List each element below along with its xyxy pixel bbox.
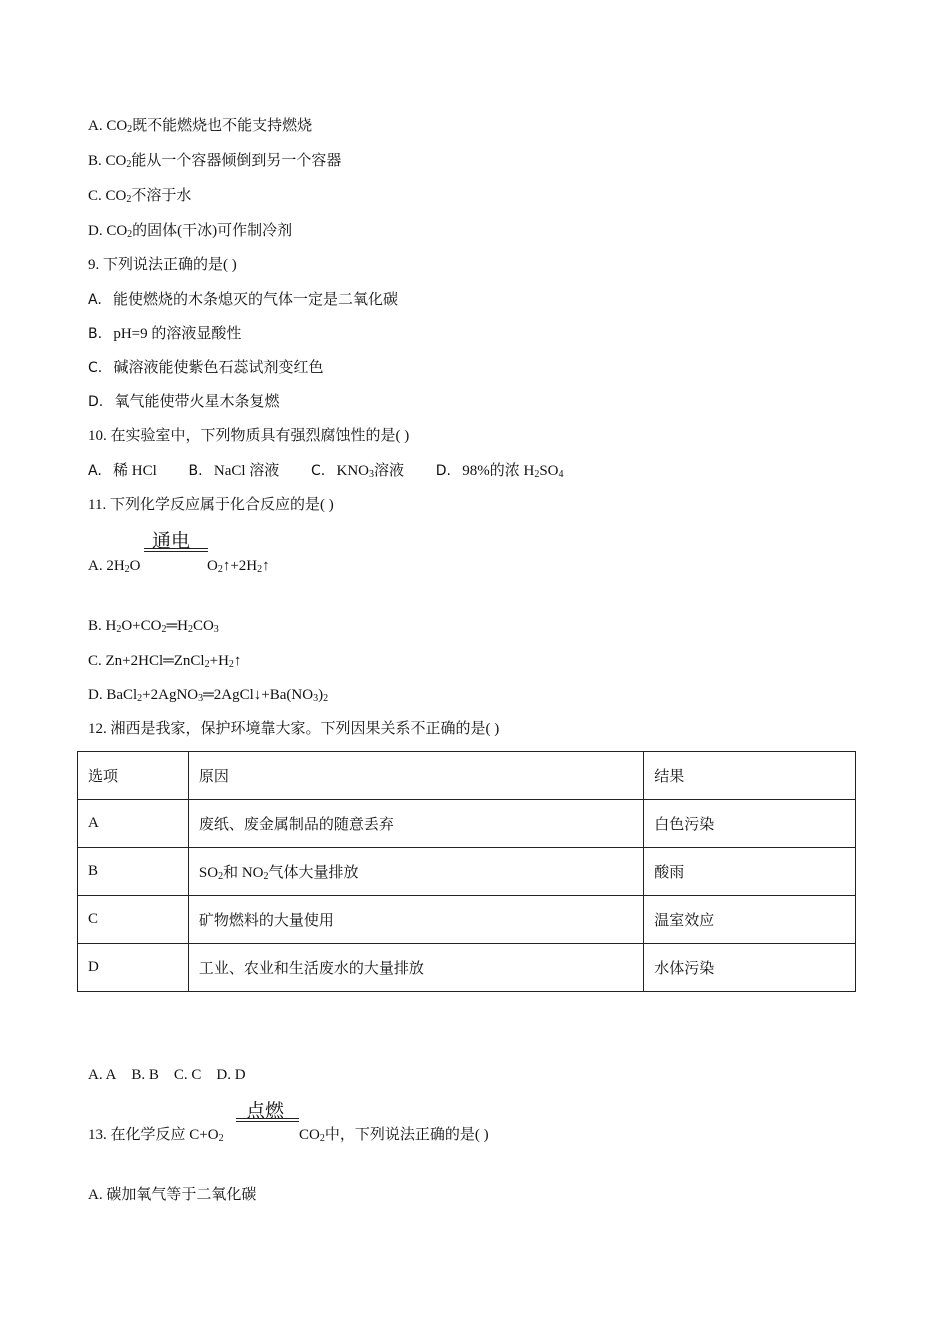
q11-condition-electrolysis: 通电: [152, 530, 191, 552]
row-option: D: [78, 944, 189, 992]
row-result: 温室效应: [644, 896, 856, 944]
table-row: [78, 944, 856, 992]
q12-table: [77, 751, 856, 992]
row-option: C: [78, 896, 189, 944]
q8-option-b: B. $CO_2$能从一个容器倾倒到另一个容器: [88, 153, 342, 170]
q12-answer-c: C. C: [173, 1067, 202, 1083]
q9-option-a: A. 能使燃烧的木条熄灭的气体一定是二氧化碳: [88, 292, 399, 308]
row-cause: $SO_2$和 $NO_2$气体大量排放: [188, 848, 643, 896]
q8-option-d: D. $CO_2$的固体(干冰)可作制冷剂: [88, 223, 293, 240]
q11-option-a-left: A. $2H_2O$: [88, 558, 141, 575]
q13-condition-ignite: 点燃: [246, 1100, 285, 1122]
q11-option-c: C. $Zn+2HCl═ZnCl_2+H_2↑$: [88, 653, 242, 670]
header-result: 结果: [644, 752, 856, 800]
table-row: [78, 896, 856, 944]
q10-option-c: C. $KNO_3$溶液: [311, 463, 405, 480]
q9-option-d: D. 氧气能使带火星木条复燃: [88, 394, 280, 410]
header-cause: 原因: [188, 752, 643, 800]
q11-reaction-bar: [144, 548, 208, 552]
q13-reaction-bar: [236, 1118, 299, 1122]
row-cause: 矿物燃料的大量使用: [188, 896, 643, 944]
q12-answer-d: D. D: [216, 1067, 246, 1083]
row-cause: 废纸、废金属制品的随意丢弃: [188, 800, 643, 848]
q11-option-a-right: $O_2↑+2H_2↑$: [207, 558, 270, 575]
q11-stem: 11. 下列化学反应属于化合反应的是( ): [88, 497, 334, 513]
q9-option-b: B. pH=9 的溶液显酸性: [88, 326, 242, 342]
q9-option-c: C. 碱溶液能使紫色石蕊试剂变红色: [88, 360, 324, 376]
q12-answer-options: [88, 1065, 246, 1085]
header-option: 选项: [78, 752, 189, 800]
q10-option-d: D. 98%的浓 $H_2SO_4$: [435, 463, 564, 480]
q12-stem: 12. 湘西是我家，保护环境靠大家。下列因果关系不正确的是( ): [88, 721, 500, 737]
table-header-row: [78, 752, 856, 800]
row-result: 酸雨: [644, 848, 856, 896]
q11-option-d: D. $BaCl_2+2AgNO_3═2AgCl↓+Ba(NO_3)_2$: [88, 687, 329, 704]
row-cause: 工业、农业和生活废水的大量排放: [188, 944, 643, 992]
q13-stem-right: $CO_2$中，下列说法正确的是( ): [299, 1127, 489, 1144]
row-result: 水体污染: [644, 944, 856, 992]
row-option: B: [78, 848, 189, 896]
q12-answer-a: A. A: [88, 1067, 117, 1083]
table-row: [78, 800, 856, 848]
table-row: [78, 848, 856, 896]
q11-option-b: B. $H_2O+CO_2═H_2CO_3$: [88, 618, 219, 635]
q10-option-a: A. 稀 HCl: [88, 463, 157, 479]
row-option: A: [78, 800, 189, 848]
row-result: 白色污染: [644, 800, 856, 848]
q8-option-a: A. $CO_2$既不能燃烧也不能支持燃烧: [88, 118, 313, 135]
q12-answer-b: B. B: [131, 1067, 159, 1083]
q9-stem: 9. 下列说法正确的是( ): [88, 257, 237, 273]
q13-stem-left: 13. 在化学反应 $C+O_2$: [88, 1127, 224, 1144]
q10-stem: 10. 在实验室中，下列物质具有强烈腐蚀性的是( ): [88, 428, 410, 444]
q8-option-c: C. $CO_2$不溶于水: [88, 188, 192, 205]
q10-options: [88, 461, 564, 481]
q13-option-a: A. 碳加氧气等于二氧化碳: [88, 1187, 257, 1203]
q10-option-b: B. NaCl 溶液: [188, 463, 280, 479]
